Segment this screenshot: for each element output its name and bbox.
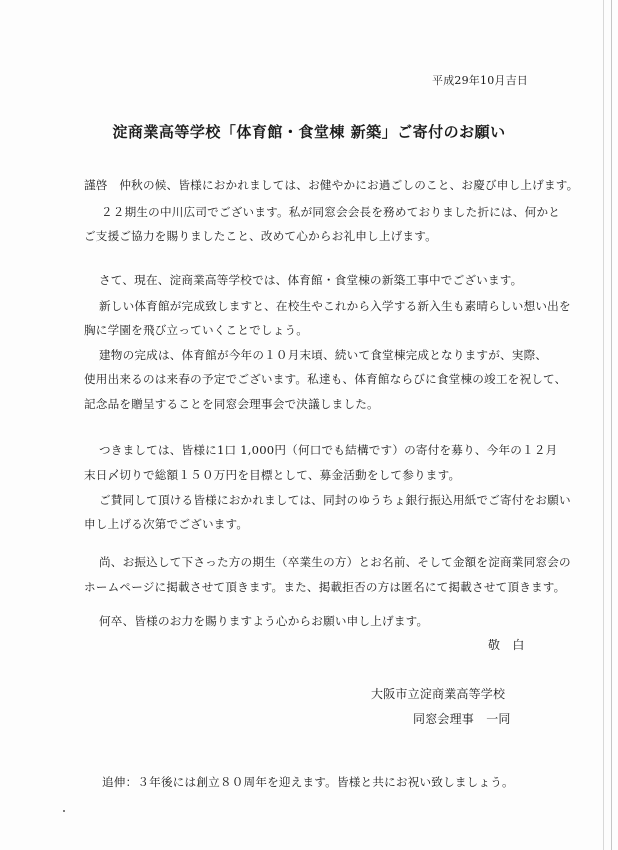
greeting-line: ご支援ご協力を賜りましたこと、改めて心からお礼申し上げます。: [84, 229, 437, 243]
body-line: ホームページに掲載させて頂きます。また、掲載拒否の方は匿名にて掲載させて頂きます。: [84, 580, 566, 594]
body-line: 尚、お振込して下さった方の期生（卒業生の方）とお名前、そして金額を淀商業同窓会の: [99, 555, 571, 569]
postscript: 追伸：３年後には創立８０周年を迎えます。皆様と共にお祝い致しましょう。: [102, 775, 514, 789]
body-line: つきましては、皆様に1口 1,000円（何口でも結構です）の寄付を募り、今年の１２月: [99, 443, 558, 457]
body-line: 申し上げる次第でございます。: [84, 517, 249, 531]
greeting-line: ２２期生の中川広司でございます。私が同窓会会長を務めておりました折には、何かと: [101, 205, 561, 219]
body-line: さて、現在、淀商業高等学校では、体育館・食堂棟の新築工事中でございます。: [99, 273, 523, 287]
body-line: 記念品を贈呈することを同窓会理事会で決議しました。: [84, 397, 379, 411]
greeting-line: 謹啓 仲秋の候、皆様におかれましては、お健やかにお過ごしのこと、お慶び申し上げます。: [84, 178, 579, 192]
sender-school: 大阪市立淀商業高等学校: [371, 687, 506, 701]
closing-salutation: 敬 白: [488, 638, 525, 652]
sender-board: 同窓会理事 一同: [413, 712, 511, 726]
scan-speck: [63, 810, 65, 812]
body-line: 何卒、皆様のお力を賜りますよう心からお願い申し上げます。: [99, 614, 429, 628]
body-line: 建物の完成は、体育館が今年の１０月末頃、続いて食堂棟完成となりますが、実際、: [99, 348, 548, 362]
letter-date: 平成29年10月吉日: [432, 74, 528, 87]
body-line: 末日〆切りで総額１５０万円を目標として、募金活動をして参ります。: [84, 468, 461, 482]
body-line: 新しい体育館が完成致しますと、在校生やこれから入学する新入生も素晴らしい想い出を: [99, 299, 571, 313]
body-line: ご賛同して頂ける皆様におかれましては、同封のゆうちょ銀行振込用紙でご寄付をお願い: [99, 493, 571, 507]
body-line: 胸に学園を飛び立っていくことでしょう。: [84, 323, 309, 337]
letter-title: 淀商業高等学校「体育館・食堂棟 新築」ご寄付のお願い: [112, 123, 506, 141]
body-line: 使用出来るのは来春の予定でございます。私達も、体育館ならびに食堂棟の竣工を祝して、: [84, 372, 567, 386]
